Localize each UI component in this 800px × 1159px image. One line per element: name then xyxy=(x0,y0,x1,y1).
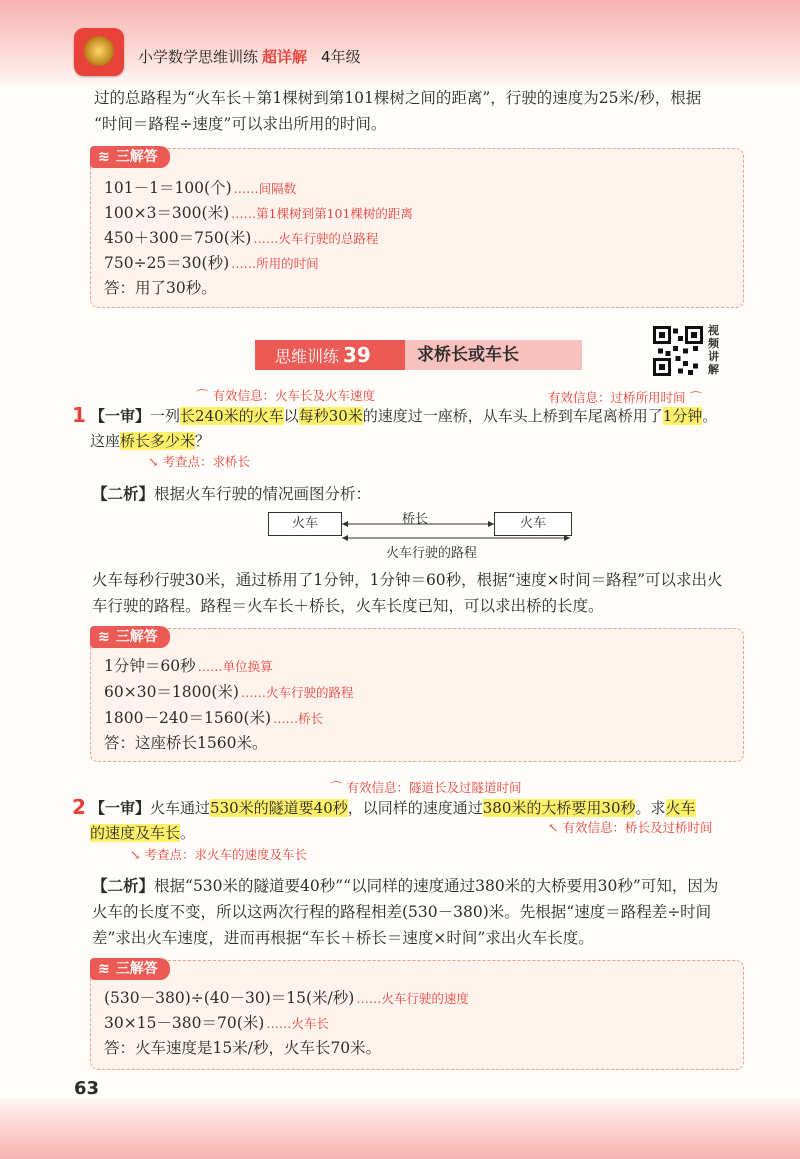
book-title: 小学数学思维训练 xyxy=(138,48,259,66)
diagram-train-left: 火车 xyxy=(268,512,342,536)
q2-analysis-line-3: 差”求出火车速度，进而再根据“车长＋桥长＝速度×时间”求出火车长度。 xyxy=(92,929,594,947)
section-banner xyxy=(255,340,570,370)
qr-code-icon[interactable] xyxy=(653,326,703,376)
qr-label: 视 频 讲 解 xyxy=(708,324,719,376)
banner-number: 39 xyxy=(343,343,371,367)
q1-analysis-line-1: 火车每秒行驶30米，通过桥用了1分钟，1分钟＝60秒，根据“速度×时间＝路程”可以求出火 xyxy=(92,571,723,589)
running-header xyxy=(138,46,361,67)
banner-title: 求桥长或车长 xyxy=(405,340,582,370)
answer-tag: ≋ 三解答 xyxy=(90,146,170,168)
book-title-highlight: 超详解 xyxy=(262,48,308,66)
page-number: 63 xyxy=(74,1078,100,1099)
grade-label: 4年级 xyxy=(321,48,361,66)
solution-line: 60×30＝1800(米) ……火车行驶的路程 xyxy=(104,683,354,701)
diagram-arrows xyxy=(268,508,572,558)
diagram-bridge-label: 桥长 xyxy=(402,512,429,527)
annotation: ↖ 有效信息：桥长及过桥时间 xyxy=(548,820,713,835)
solution-line: 750÷25＝30(秒) ……所用的时间 xyxy=(104,254,319,272)
annotation: 有效信息：过桥所用时间 ⌒ xyxy=(548,390,702,405)
solution-line: 30×15－380＝70(米) ……火车长 xyxy=(104,1014,329,1032)
q2-problem-line-2: 的速度及车长。 xyxy=(90,824,196,842)
answer-tag: ≋ 三解答 xyxy=(90,626,170,648)
wave-icon: ≋ xyxy=(98,629,110,645)
solution-line: 1分钟＝60秒 ……单位换算 xyxy=(104,657,273,675)
solution-line: 450＋300＝750(米) ……火车行驶的总路程 xyxy=(104,229,379,247)
diagram-train-right: 火车 xyxy=(494,512,572,536)
annotation: ↘ 考查点：求火车的速度及车长 xyxy=(130,847,307,862)
wave-icon: ≋ xyxy=(98,149,110,165)
train-bridge-diagram xyxy=(268,508,572,561)
question-number: 2 xyxy=(72,795,86,819)
intro-line-2: “时间＝路程÷速度”可以求出所用的时间。 xyxy=(94,115,387,133)
solution-line: 100×3＝300(米) ……第1棵树到第101棵树的距离 xyxy=(104,204,413,222)
question-number: 1 xyxy=(72,403,86,427)
annotation: ↘ 考查点：求桥长 xyxy=(148,454,250,469)
annotation: ⌒ 有效信息：火车长及火车速度 xyxy=(196,388,375,403)
diagram-path-label: 火车行驶的路程 xyxy=(386,546,478,561)
solution-line: 1800－240＝1560(米) ……桥长 xyxy=(104,709,324,727)
q2-analysis-line-1: 【二析】根据“530米的隧道要40秒”“以同样的速度通过380米的大桥要用30秒”可知，因为 xyxy=(92,877,719,895)
q1-analysis-line-2: 车行驶的路程。路程＝火车长＋桥长，火车长度已知，可以求出桥的长度。 xyxy=(92,597,604,615)
footer-band xyxy=(0,1098,800,1159)
annotation: ⌒ 有效信息：隧道长及过隧道时间 xyxy=(330,780,522,795)
q1-problem-line-1: 【一审】一列长240米的火车以每秒30米的速度过一座桥，从车头上桥到车尾离桥用了1分钟。 xyxy=(90,407,718,425)
banner-label: 思维训练 xyxy=(275,347,340,366)
solution-answer: 答：这座桥长1560米。 xyxy=(104,734,268,752)
q2-analysis-line-2: 火车的长度不变，所以这两次行程的路程相差(530－380)米。先根据“速度＝路程差÷时间 xyxy=(92,903,712,921)
book-logo-icon xyxy=(74,28,124,76)
intro-line-1: 过的总路程为“火车长＋第1棵树到第101棵树之间的距离”，行驶的速度为25米/秒，根据 xyxy=(94,89,702,107)
q2-problem-line-1: 【一审】火车通过530米的隧道要40秒，以同样的速度通过380米的大桥要用30秒。求火车 xyxy=(90,799,696,817)
wave-icon: ≋ xyxy=(98,961,110,977)
q1-analysis-lead: 【二析】根据火车行驶的情况画图分析： xyxy=(92,485,372,503)
solution-answer: 答：火车速度是15米/秒，火车长70米。 xyxy=(104,1039,382,1057)
q1-problem-line-2: 这座桥长多少米？ xyxy=(90,432,211,450)
solution-line: (530－380)÷(40－30)＝15(米/秒) ……火车行驶的速度 xyxy=(104,989,469,1007)
solution-line: 101－1＝100(个) ……间隔数 xyxy=(104,179,297,197)
solution-answer: 答：用了30秒。 xyxy=(104,279,217,297)
answer-tag: ≋ 三解答 xyxy=(90,958,170,980)
